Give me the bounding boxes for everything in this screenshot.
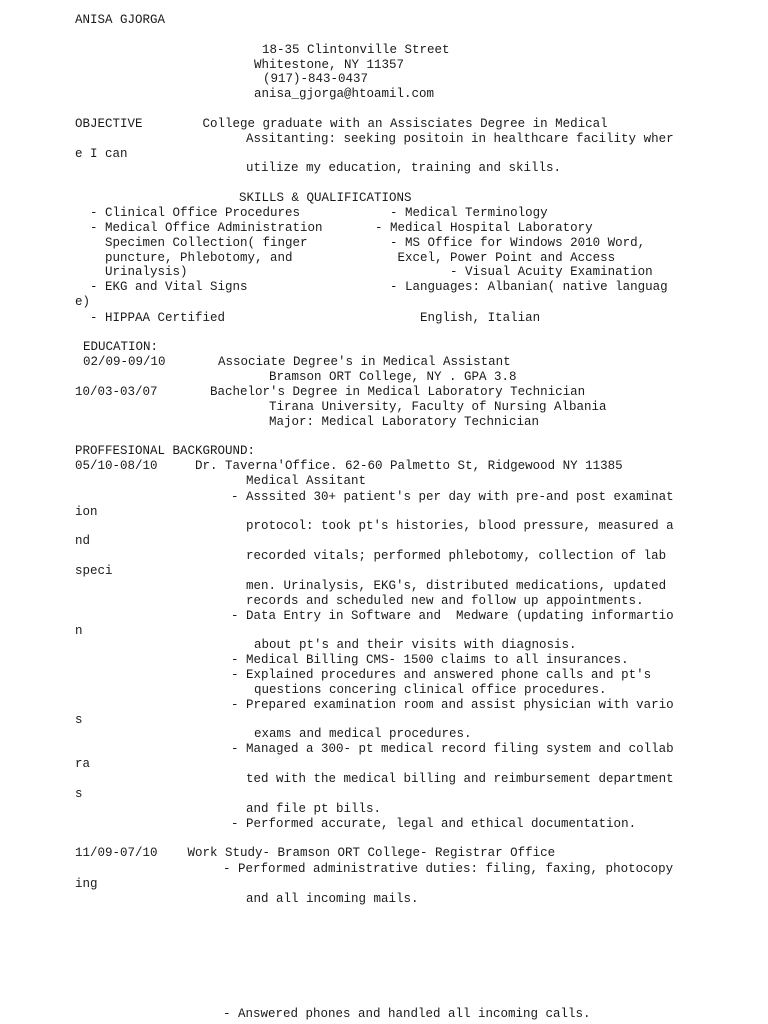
resume-line: - Asssited 30+ patient's per day with pre-and post examinat (231, 490, 674, 504)
resume-line: Major: Medical Laboratory Technician (269, 415, 540, 429)
resume-line: protocol: took pt's histories, blood pressure, measured a (246, 519, 674, 533)
resume-line: ion (75, 505, 98, 519)
resume-line: - Medical Office Administration - Medical Hospital Laboratory (90, 221, 593, 235)
resume-line: - Performed administrative duties: filing, faxing, photocopy (223, 862, 674, 876)
resume-line: s (75, 713, 83, 727)
resume-line: and file pt bills. (246, 802, 382, 816)
resume-line: s (75, 787, 83, 801)
resume-line: ra (75, 757, 91, 771)
resume-line: questions concering clinical office procedures. (254, 683, 607, 697)
resume-line: - Explained procedures and answered phone calls and pt's (231, 668, 652, 682)
resume-line: - HIPPAA Certified English, Italian (90, 311, 541, 325)
resume-line: speci (75, 564, 113, 578)
resume-line: and all incoming mails. (246, 892, 419, 906)
resume-line: Medical Assitant (246, 474, 367, 488)
resume-line: Bramson ORT College, NY . GPA 3.8 (269, 370, 517, 384)
resume-line: - Managed a 300- pt medical record filing system and collab (231, 742, 674, 756)
resume-line: ted with the medical billing and reimbursement department (246, 772, 674, 786)
resume-line: n (75, 624, 83, 638)
resume-line: SKILLS & QUALIFICATIONS (239, 191, 412, 205)
resume-line: - Prepared examination room and assist physician with vario (231, 698, 674, 712)
resume-line: men. Urinalysis, EKG's, distributed medications, updated (246, 579, 667, 593)
resume-line: - EKG and Vital Signs - Languages: Albanian( native languag (90, 280, 668, 294)
resume-line: utilize my education, training and skills. (246, 161, 562, 175)
resume-line: anisa_gjorga@htoamil.com (254, 87, 435, 101)
resume-line: records and scheduled new and follow up appointments. (246, 594, 644, 608)
resume-line: - Clinical Office Procedures - Medical Terminology (90, 206, 548, 220)
resume-line: PROFFESIONAL BACKGROUND: (75, 444, 256, 458)
resume-line: Urinalysis) - Visual Acuity Examination (105, 265, 653, 279)
resume-line: e I can (75, 147, 128, 161)
resume-line: recorded vitals; performed phlebotomy, collection of lab (246, 549, 667, 563)
resume-line: - Performed accurate, legal and ethical documentation. (231, 817, 637, 831)
resume-line: nd (75, 534, 91, 548)
resume-line: OBJECTIVE College graduate with an Assisciates Degree in Medical (75, 117, 608, 131)
resume-line: Specimen Collection( finger - MS Office for Windows 2010 Word, (105, 236, 646, 250)
resume-line: Tirana University, Faculty of Nursing Albania (269, 400, 607, 414)
resume-line: EDUCATION: (83, 340, 159, 354)
resume-line: Assitanting: seeking positoin in healthcare facility wher (246, 132, 674, 146)
resume-line: Whitestone, NY 11357 (254, 58, 405, 72)
resume-line: ANISA GJORGA (75, 13, 166, 27)
resume-line: ing (75, 877, 98, 891)
resume-line: (917)-843-0437 (263, 72, 369, 86)
resume-line: 18-35 Clintonville Street (262, 43, 450, 57)
resume-line: 05/10-08/10 Dr. Taverna'Office. 62-60 Palmetto St, Ridgewood NY 11385 (75, 459, 623, 473)
resume-line: e) (75, 295, 91, 309)
resume-line: about pt's and their visits with diagnosis. (254, 638, 577, 652)
resume-line: 10/03-03/07 Bachelor's Degree in Medical Laboratory Technician (75, 385, 586, 399)
resume-line: - Answered phones and handled all incoming calls. (223, 1007, 591, 1021)
resume-line: 02/09-09/10 Associate Degree's in Medical Assistant (83, 355, 511, 369)
resume-line: puncture, Phlebotomy, and Excel, Power Point and Access (105, 251, 616, 265)
resume-line: - Medical Billing CMS- 1500 claims to all insurances. (231, 653, 629, 667)
resume-line: - Data Entry in Software and Medware (updating informartio (231, 609, 674, 623)
resume-line: 11/09-07/10 Work Study- Bramson ORT College- Registrar Office (75, 846, 556, 860)
resume-line: exams and medical procedures. (254, 727, 472, 741)
